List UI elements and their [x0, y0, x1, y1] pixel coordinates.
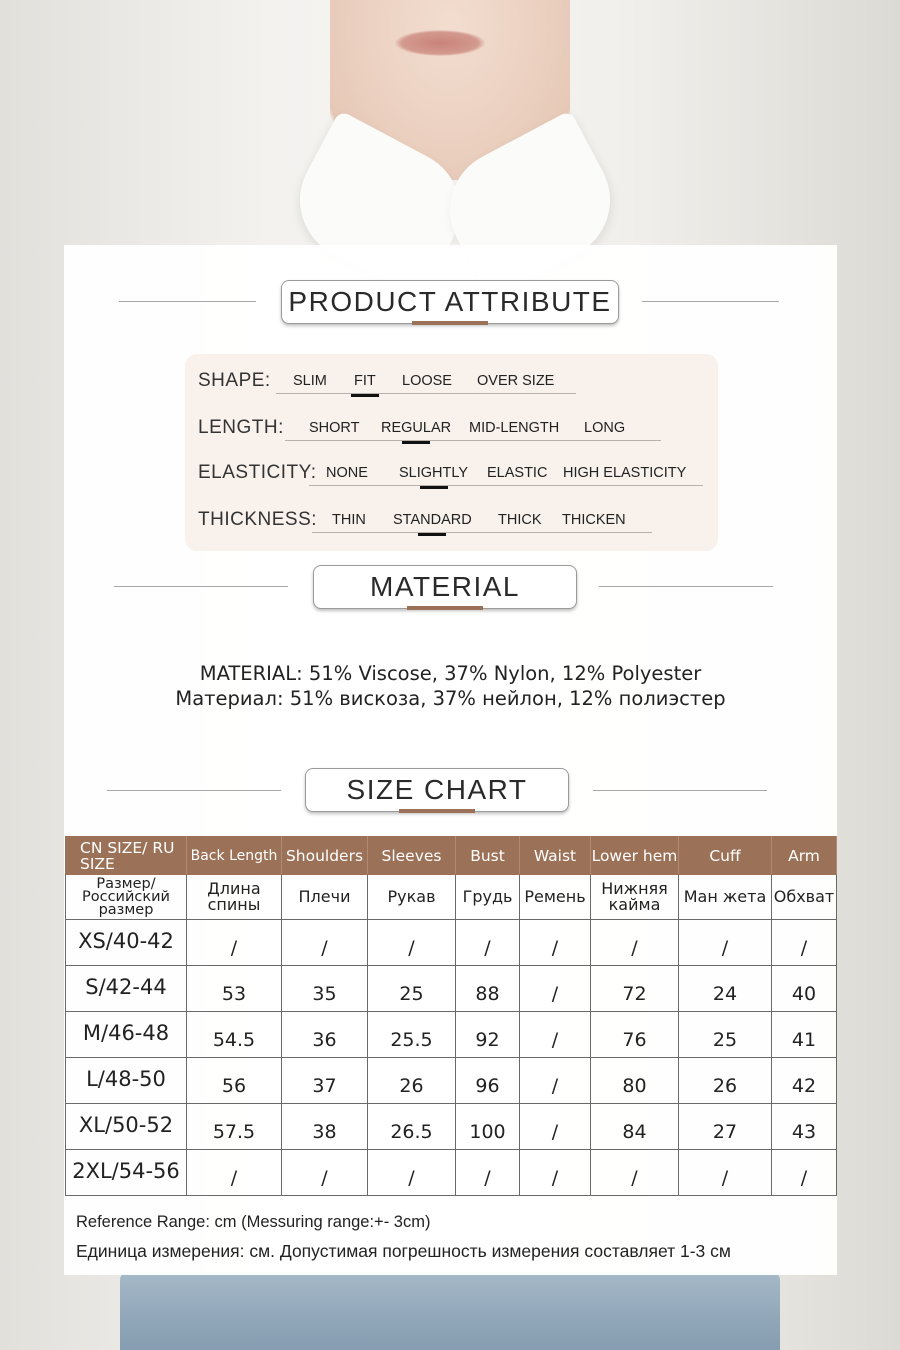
header-ru-cell: Размер/ Российский размер: [66, 875, 187, 920]
header-en-cell: Lower hem: [591, 837, 679, 875]
heading-rule-right: [642, 301, 779, 302]
info-panel: [64, 245, 837, 1275]
value-cell: 35: [282, 966, 368, 1012]
heading-rule-left: [119, 301, 256, 302]
value-cell: 24: [679, 966, 772, 1012]
attribute-option-selected: FIT: [354, 373, 376, 389]
value-cell: /: [456, 920, 520, 966]
size-cell: XS/40-42: [66, 920, 187, 966]
material-heading: [313, 565, 577, 609]
attribute-option: SHORT: [309, 420, 360, 436]
value-cell: /: [187, 920, 282, 966]
header-ru-cell: Ремень: [520, 875, 591, 920]
value-cell: 26: [368, 1058, 456, 1104]
product-attribute-heading: [281, 280, 619, 324]
header-ru-cell: Обхват: [772, 875, 837, 920]
model-lips: [395, 30, 485, 56]
heading-underline: [399, 809, 475, 813]
value-cell: 56: [187, 1058, 282, 1104]
heading-rule-right: [599, 586, 773, 587]
size-cell: M/46-48: [66, 1012, 187, 1058]
attribute-label: THICKNESS:: [198, 509, 318, 530]
value-cell: /: [520, 966, 591, 1012]
attribute-option: HIGH ELASTICITY: [563, 465, 687, 481]
attribute-row-length: [185, 417, 718, 447]
attribute-line: [276, 393, 576, 394]
value-cell: 25.5: [368, 1012, 456, 1058]
value-cell: /: [772, 920, 837, 966]
attribute-label: SHAPE:: [198, 370, 271, 391]
heading-rule-left: [114, 586, 288, 587]
value-cell: /: [520, 1150, 591, 1196]
attribute-option-selected: STANDARD: [393, 512, 472, 528]
value-cell: /: [679, 920, 772, 966]
value-cell: 41: [772, 1012, 837, 1058]
header-ru-cell: Грудь: [456, 875, 520, 920]
size-header-en-row: [66, 837, 837, 875]
value-cell: 72: [591, 966, 679, 1012]
attribute-box: [185, 354, 718, 551]
attribute-line: [309, 485, 703, 486]
attribute-label: ELASTICITY:: [198, 462, 317, 483]
size-chart-table: [65, 836, 837, 1196]
value-cell: 26.5: [368, 1104, 456, 1150]
attribute-option: THICK: [498, 512, 542, 528]
attribute-row-shape: [185, 370, 718, 400]
product-attribute-title: PRODUCT ATTRIBUTE: [288, 286, 612, 317]
material-ru-value: 51% вискоза, 37% нейлон, 12% полиэстер: [289, 687, 726, 710]
value-cell: /: [368, 1150, 456, 1196]
value-cell: /: [591, 1150, 679, 1196]
table-row: [66, 1150, 837, 1196]
value-cell: /: [456, 1150, 520, 1196]
table-row: [66, 966, 837, 1012]
value-cell: /: [591, 920, 679, 966]
table-row: [66, 1012, 837, 1058]
size-cell: 2XL/54-56: [66, 1150, 187, 1196]
value-cell: 26: [679, 1058, 772, 1104]
heading-underline: [412, 321, 488, 325]
value-cell: 53: [187, 966, 282, 1012]
value-cell: 25: [679, 1012, 772, 1058]
material-title: MATERIAL: [370, 571, 520, 602]
value-cell: 92: [456, 1012, 520, 1058]
reference-note-en: Reference Range: cm (Messuring range:+- 3cm): [76, 1213, 431, 1231]
header-en-cell: Cuff: [679, 837, 772, 875]
material-en-value: 51% Viscose, 37% Nylon, 12% Polyester: [308, 662, 702, 685]
header-en-cell: Back Length: [187, 837, 282, 875]
value-cell: /: [187, 1150, 282, 1196]
material-ru: [64, 687, 837, 710]
header-en-cell: Bust: [456, 837, 520, 875]
heading-underline: [407, 606, 483, 610]
header-ru-cell: Рукав: [368, 875, 456, 920]
model-jeans: [120, 1272, 780, 1350]
value-cell: 36: [282, 1012, 368, 1058]
header-ru-cell: Нижняя кайма: [591, 875, 679, 920]
value-cell: 88: [456, 966, 520, 1012]
size-cell: L/48-50: [66, 1058, 187, 1104]
table-row: [66, 1104, 837, 1150]
header-en-cell: CN SIZE/ RU SIZE: [66, 837, 187, 875]
size-cell: XL/50-52: [66, 1104, 187, 1150]
value-cell: /: [772, 1150, 837, 1196]
value-cell: 80: [591, 1058, 679, 1104]
value-cell: 96: [456, 1058, 520, 1104]
value-cell: 54.5: [187, 1012, 282, 1058]
value-cell: 57.5: [187, 1104, 282, 1150]
value-cell: 38: [282, 1104, 368, 1150]
table-row: [66, 1058, 837, 1104]
attribute-option: LONG: [584, 420, 626, 436]
size-cell: S/42-44: [66, 966, 187, 1012]
value-cell: 25: [368, 966, 456, 1012]
value-cell: /: [282, 920, 368, 966]
attribute-option: THICKEN: [562, 512, 626, 528]
heading-rule-left: [107, 790, 281, 791]
value-cell: /: [520, 920, 591, 966]
attribute-line: [312, 532, 652, 533]
header-en-cell: Arm: [772, 837, 837, 875]
value-cell: /: [520, 1104, 591, 1150]
attribute-label: LENGTH:: [198, 417, 284, 438]
attribute-row-elasticity: [185, 462, 718, 492]
material-en: [64, 662, 837, 685]
attribute-option: ELASTIC: [487, 465, 548, 481]
value-cell: 42: [772, 1058, 837, 1104]
attribute-option: SLIM: [293, 373, 327, 389]
attribute-option-selected: REGULAR: [381, 420, 452, 436]
header-ru-cell: Длина спины: [187, 875, 282, 920]
table-row: [66, 920, 837, 966]
header-en-cell: Sleeves: [368, 837, 456, 875]
value-cell: 76: [591, 1012, 679, 1058]
value-cell: 84: [591, 1104, 679, 1150]
value-cell: /: [520, 1012, 591, 1058]
size-header-ru-row: [66, 875, 837, 920]
value-cell: 37: [282, 1058, 368, 1104]
attribute-option: MID-LENGTH: [469, 420, 560, 436]
reference-note-ru: Единица измерения: см. Допустимая погрешность измерения составляет 1-3 см: [76, 1241, 731, 1261]
attribute-line: [285, 440, 661, 441]
size-chart-heading: [305, 768, 569, 812]
material-ru-label: Материал:: [175, 687, 284, 710]
attribute-option: OVER SIZE: [477, 373, 555, 389]
value-cell: 40: [772, 966, 837, 1012]
value-cell: /: [282, 1150, 368, 1196]
value-cell: /: [520, 1058, 591, 1104]
attribute-option-selected: SLIGHTLY: [399, 465, 469, 481]
attribute-option: LOOSE: [402, 373, 452, 389]
value-cell: 27: [679, 1104, 772, 1150]
value-cell: /: [679, 1150, 772, 1196]
header-en-cell: Shoulders: [282, 837, 368, 875]
header-en-cell: Waist: [520, 837, 591, 875]
attribute-option: NONE: [326, 465, 368, 481]
header-ru-cell: Ман жета: [679, 875, 772, 920]
size-chart-title: SIZE CHART: [346, 774, 528, 805]
attribute-row-thickness: [185, 509, 718, 539]
value-cell: 43: [772, 1104, 837, 1150]
material-en-label: MATERIAL:: [199, 662, 303, 685]
value-cell: /: [368, 920, 456, 966]
value-cell: 100: [456, 1104, 520, 1150]
header-ru-cell: Плечи: [282, 875, 368, 920]
attribute-option: THIN: [332, 512, 366, 528]
heading-rule-right: [593, 790, 767, 791]
